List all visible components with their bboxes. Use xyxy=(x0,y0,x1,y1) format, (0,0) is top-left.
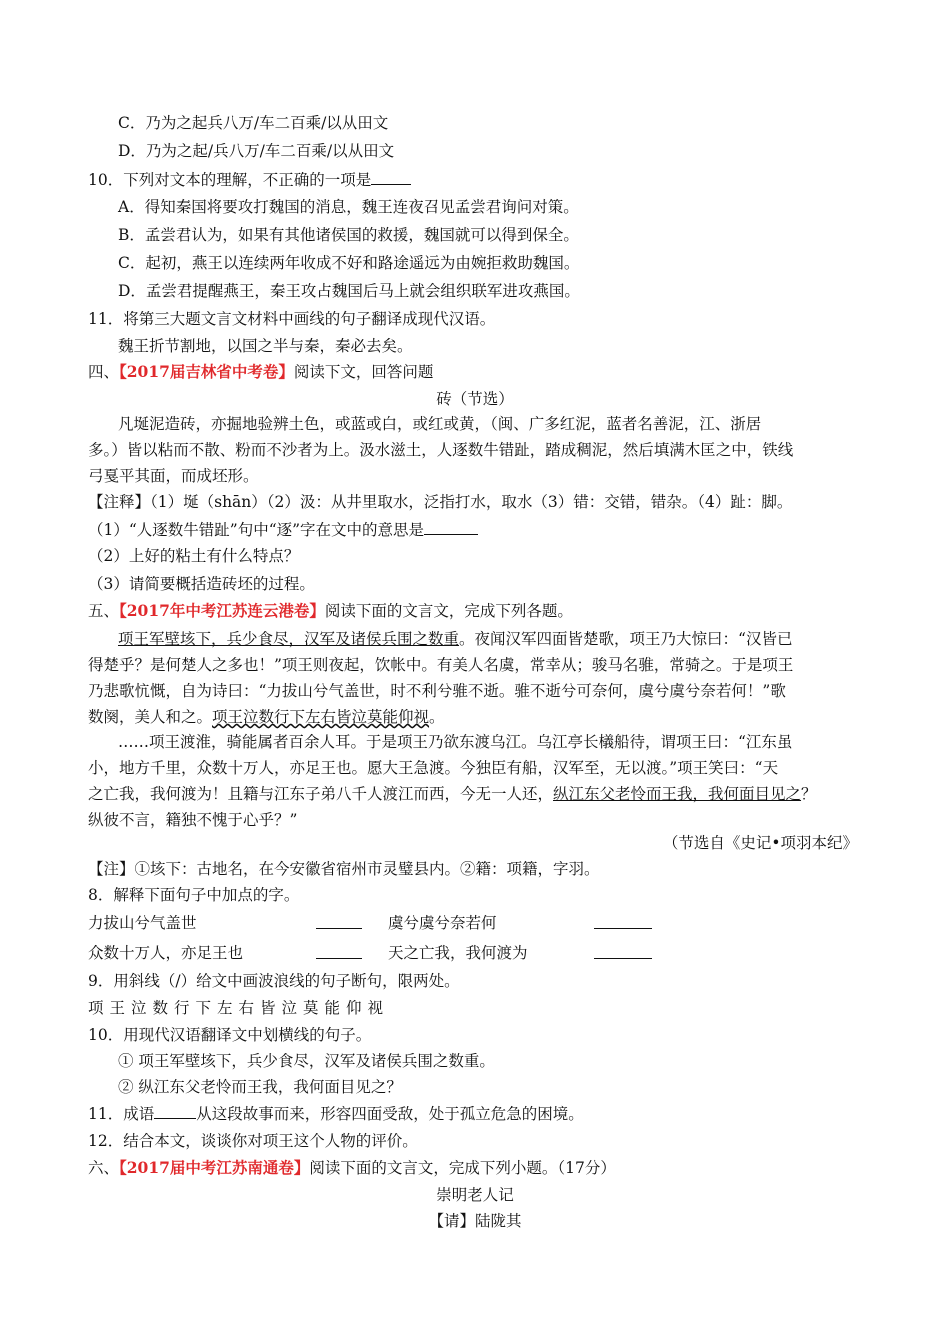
sec6-title: 崇明老人记 xyxy=(436,1186,514,1204)
sec6-source: 【2017届中考江苏南通卷】 xyxy=(119,1158,310,1177)
q12-stem: 12．结合本文，谈谈你对项王这个人物的评价。 xyxy=(88,1132,418,1150)
sec5-para-line7 xyxy=(88,783,817,805)
sec5-para-line4 xyxy=(88,706,445,728)
sec4-q1-text: （1）“人逐数牛错趾”句中“逐”字在文中的意思是 xyxy=(88,521,425,539)
q8-item-1-text: 力拔山兮气盖世 xyxy=(88,914,197,932)
q11-sentence: 魏王折节割地，以国之半与秦，秦必去矣。 xyxy=(118,337,413,355)
sec5-note: 【注】①垓下：古地名，在今安徽省宿州市灵璧县内。②籍：项籍，字羽。 xyxy=(88,860,600,878)
answer-blank[interactable] xyxy=(594,912,652,929)
sec5-para-line2: 得楚乎？是何楚人之多也！”项王则夜起，饮帐中。有美人名虞，常幸从；骏马名骓，常骑之。于是项王 xyxy=(88,656,794,674)
wavy-sentence: 项王泣数行下左右皆泣莫能仰视 xyxy=(212,708,430,726)
q10-option-b: B．孟尝君认为，如果有其他诸侯国的救援，魏国就可以得到保全。 xyxy=(118,226,579,244)
sec4-para-line3: 弓戛平其面，而成坯形。 xyxy=(88,467,259,485)
sec5-para-line5: ……项王渡淮，骑能属者百余人耳。于是项王乃欲东渡乌江。乌江亭长檥船待，谓项王曰：“江东虽 xyxy=(118,733,793,751)
q8-item-4 xyxy=(388,942,528,964)
sec4-q1 xyxy=(88,518,478,541)
answer-blank[interactable] xyxy=(154,1102,196,1119)
sec5-para-line7-b: ？ xyxy=(801,785,817,803)
q8-item-2 xyxy=(388,912,497,934)
sec5-source-note: （节选自《史记•项羽本纪》 xyxy=(662,834,858,852)
q9-stem: 9．用斜线（/）给文中画波浪线的句子断句，限两处。 xyxy=(88,972,460,990)
q11b-stem-b: 从这段故事而来，形容四面受敌，处于孤立危急的困境。 xyxy=(196,1105,584,1123)
q10-stem xyxy=(88,168,411,191)
q9-option-d: D．乃为之起/兵八万/车二百乘/以从田文 xyxy=(118,142,395,160)
sec6-num: 六、 xyxy=(88,1159,120,1177)
sec4-header xyxy=(88,361,433,383)
sec5-para-line4-b: 。 xyxy=(429,708,445,726)
sec4-para-line1: 凡埏泥造砖，亦掘地验辨土色，或蓝或白，或红或黄，（闽、广多红泥，蓝者名善泥，江、浙居 xyxy=(118,415,762,433)
q8-item-3 xyxy=(88,942,243,964)
q8-item-1-answer xyxy=(316,912,362,935)
q10-option-c: C．起初，燕王以连续两年收成不好和路途遥远为由婉拒救助魏国。 xyxy=(118,254,580,272)
underlined-sentence-2: 纵江东父老怜而王我，我何面目见之 xyxy=(553,785,802,803)
sec5-source: 【2017年中考江苏连云港卷】 xyxy=(119,601,325,620)
q8-stem: 8．解释下面句子中加点的字。 xyxy=(88,886,300,904)
q9-text: 项王泣数行下左右皆泣莫能仰视 xyxy=(88,999,390,1017)
answer-blank[interactable] xyxy=(371,168,411,185)
q8-item-3-answer xyxy=(316,942,362,965)
sec5-para-line3: 乃悲歌忼慨，自为诗曰：“力拔山兮气盖世，时不利兮骓不逝。骓不逝兮可奈何，虞兮虞兮奈若何！”歌 xyxy=(88,682,786,700)
sec5-header xyxy=(88,600,573,622)
q8-item-4-answer xyxy=(594,942,652,965)
sec4-q3: （3）请简要概括造砖坯的过程。 xyxy=(88,575,315,593)
q10-option-a: A．得知秦国将要攻打魏国的消息，魏王连夜召见孟尝君询问对策。 xyxy=(118,198,579,216)
q8-item-1 xyxy=(88,912,197,934)
sec5-para-line1-rest: 。夜闻汉军四面皆楚歌，项王乃大惊曰：“汉皆已 xyxy=(459,630,793,648)
q9-option-c: C．乃为之起兵八万/车二百乘/以从田文 xyxy=(118,114,389,132)
sec5-para-line4-a: 数阕，美人和之。 xyxy=(88,708,213,726)
sec6-instr: 阅读下面的文言文，完成下列小题。（17分） xyxy=(309,1159,616,1177)
sec5-para-line6: 小，地方千里，众数十万人，亦足王也。愿大王急渡。今独臣有船，汉军至，无以渡。”项王笑曰：“天 xyxy=(88,759,779,777)
sec5-para-line7-a: 之亡我，我何渡为！且籍与江东子弟八千人渡江而西，今无一人还， xyxy=(88,785,554,803)
q8-item-2-answer xyxy=(594,912,652,935)
sec5-para-line8: 纵彼不言，籍独不愧于心乎？” xyxy=(88,811,298,829)
q11-stem: 11．将第三大题文言文材料中画线的句子翻译成现代汉语。 xyxy=(88,310,496,328)
underlined-sentence: 项王军壁垓下，兵少食尽，汉军及诸侯兵围之数重 xyxy=(118,630,460,648)
q11b-stem-a: 11．成语 xyxy=(88,1105,155,1123)
q11b-stem xyxy=(88,1102,584,1125)
sec4-para-line2: 多。）皆以粘而不散、粉而不沙者为上。汲水滋土，人逐数牛错趾，踏成稠泥，然后填满木匡之中，铁线 xyxy=(88,441,794,459)
answer-blank[interactable] xyxy=(594,942,652,959)
sec4-source: 【2017届吉林省中考卷】 xyxy=(119,362,294,381)
sec6-author: 【请】陆陇其 xyxy=(428,1212,522,1230)
answer-blank[interactable] xyxy=(424,518,478,535)
sec5-instr: 阅读下面的文言文，完成下列各题。 xyxy=(324,602,573,620)
sec6-header xyxy=(88,1157,616,1179)
q10b-stem: 10．用现代汉语翻译文中划横线的句子。 xyxy=(88,1026,372,1044)
q10b-sentence-1: ① 项王军壁垓下，兵少食尽，汉军及诸侯兵围之数重。 xyxy=(118,1052,495,1070)
q10b-sentence-2: ② 纵江东父老怜而王我，我何面目见之？ xyxy=(118,1078,402,1096)
q8-item-4-text: 天之亡我，我何渡为 xyxy=(388,944,528,962)
sec4-title: 砖（节选） xyxy=(436,390,514,408)
answer-blank[interactable] xyxy=(316,942,362,959)
sec4-instr: 阅读下文，回答问题 xyxy=(293,363,434,381)
answer-blank[interactable] xyxy=(316,912,362,929)
sec5-para-line1 xyxy=(118,628,792,650)
sec5-num: 五、 xyxy=(88,602,120,620)
sec4-q2: （2）上好的粘土有什么特点？ xyxy=(88,547,300,565)
q8-item-2-text: 虞兮虞兮奈若何 xyxy=(388,914,497,932)
q8-item-3-text: 众数十万人，亦足王也 xyxy=(88,944,244,962)
sec4-note: 【注释】（1）埏（shān）（2）汲：从井里取水，泛指打水，取水（3）错：交错，错杂。（4）趾：脚。 xyxy=(88,493,793,511)
sec4-num: 四、 xyxy=(88,363,120,381)
q10-stem-text: 10．下列对文本的理解，不正确的一项是 xyxy=(88,171,372,189)
q10-option-d: D．孟尝君提醒燕王，秦王攻占魏国后马上就会组织联军进攻燕国。 xyxy=(118,282,580,300)
